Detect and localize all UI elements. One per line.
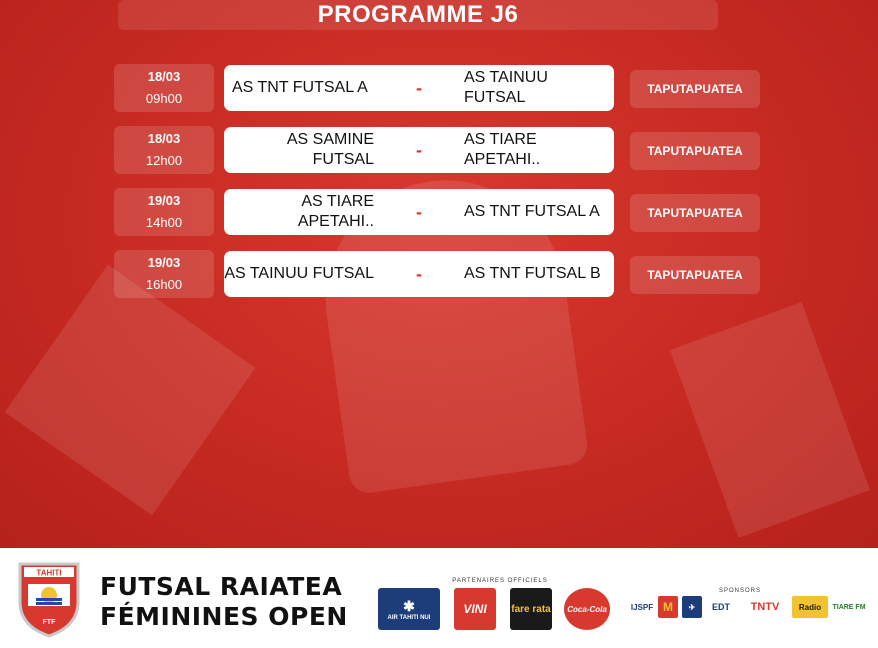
match-card <box>224 189 614 235</box>
star-icon: ✱ <box>403 597 415 614</box>
sponsor-logo: ✈ <box>682 596 702 618</box>
title-bar <box>118 0 718 30</box>
match-time: 14h00 <box>145 215 183 230</box>
partners-label: PARTENAIRES OFFICIELS <box>452 578 548 584</box>
edt-logo <box>704 596 738 618</box>
match-venue: TAPUTAPUATEA <box>630 194 760 232</box>
event-title-line1: FUTSAL RAIATEA <box>100 572 343 601</box>
away-team: AS TAINUU FUTSAL <box>464 69 548 106</box>
match-datetime <box>114 250 214 298</box>
page-title: PROGRAMME J6 <box>317 1 519 28</box>
home-team: AS TIARE APETAHI.. <box>297 193 374 230</box>
bg-decoration <box>670 302 870 538</box>
match-date: 19/03 <box>147 193 181 208</box>
partner-name: fare rata <box>511 603 551 615</box>
bg-decoration <box>5 265 256 516</box>
match-date: 18/03 <box>147 131 181 146</box>
partner-name: Coca-Cola <box>567 604 607 614</box>
air-tahiti-nui-logo <box>378 588 440 630</box>
mcdonalds-logo <box>658 596 678 618</box>
match-row <box>0 64 878 112</box>
fare-rata-logo <box>510 588 552 630</box>
sponsor-name: TIARE FM <box>832 603 866 611</box>
coca-cola-logo <box>564 588 610 630</box>
tntv-logo <box>742 596 788 618</box>
match-row <box>0 188 878 236</box>
ijspf-logo <box>630 596 654 618</box>
match-card <box>224 65 614 111</box>
match-datetime <box>114 188 214 236</box>
sponsors-label: SPONSORS <box>718 588 761 594</box>
partner-name: VINI <box>463 602 487 616</box>
match-row <box>0 250 878 298</box>
versus-separator: - <box>416 77 422 98</box>
match-time: 16h00 <box>145 277 183 292</box>
sponsor-name: TNTV <box>750 601 780 613</box>
match-time: 09h00 <box>145 91 183 106</box>
home-team: AS SAMINE FUTSAL <box>286 131 374 168</box>
match-venue: TAPUTAPUATEA <box>630 132 760 170</box>
match-venue: TAPUTAPUATEA <box>630 70 760 108</box>
away-team: AS TNT FUTSAL A <box>464 203 600 220</box>
away-team: AS TIARE APETAHI.. <box>464 131 541 168</box>
versus-separator: - <box>416 139 422 160</box>
away-team: AS TNT FUTSAL B <box>464 265 601 282</box>
crest-bottom-text: FTF <box>42 619 56 626</box>
sponsor-name: M <box>663 600 673 614</box>
match-time: 12h00 <box>145 153 183 168</box>
partner-name: AIR TAHITI NUI <box>387 614 431 621</box>
match-row <box>0 126 878 174</box>
match-date: 18/03 <box>147 69 181 84</box>
tiare-fm-logo <box>831 596 867 618</box>
home-team: AS TAINUU FUTSAL <box>224 265 374 282</box>
versus-separator: - <box>416 263 422 284</box>
home-team: AS TNT FUTSAL A <box>232 79 368 96</box>
match-card <box>224 251 614 297</box>
sponsor-name: IJSPF <box>630 602 654 612</box>
event-title <box>100 572 370 632</box>
match-venue: TAPUTAPUATEA <box>630 256 760 294</box>
sponsor-name: EDT <box>712 602 730 612</box>
crest-top-text: TAHITI <box>36 568 62 578</box>
ftf-crest-logo <box>14 558 84 638</box>
match-card <box>224 127 614 173</box>
versus-separator: - <box>416 201 422 222</box>
footer <box>0 548 878 648</box>
match-datetime <box>114 126 214 174</box>
radio-logo <box>792 596 828 618</box>
vini-logo <box>454 588 496 630</box>
sponsor-name: Radio <box>798 602 822 612</box>
match-date: 19/03 <box>147 255 181 270</box>
event-title-line2: FÉMININES OPEN <box>100 602 348 631</box>
match-datetime <box>114 64 214 112</box>
